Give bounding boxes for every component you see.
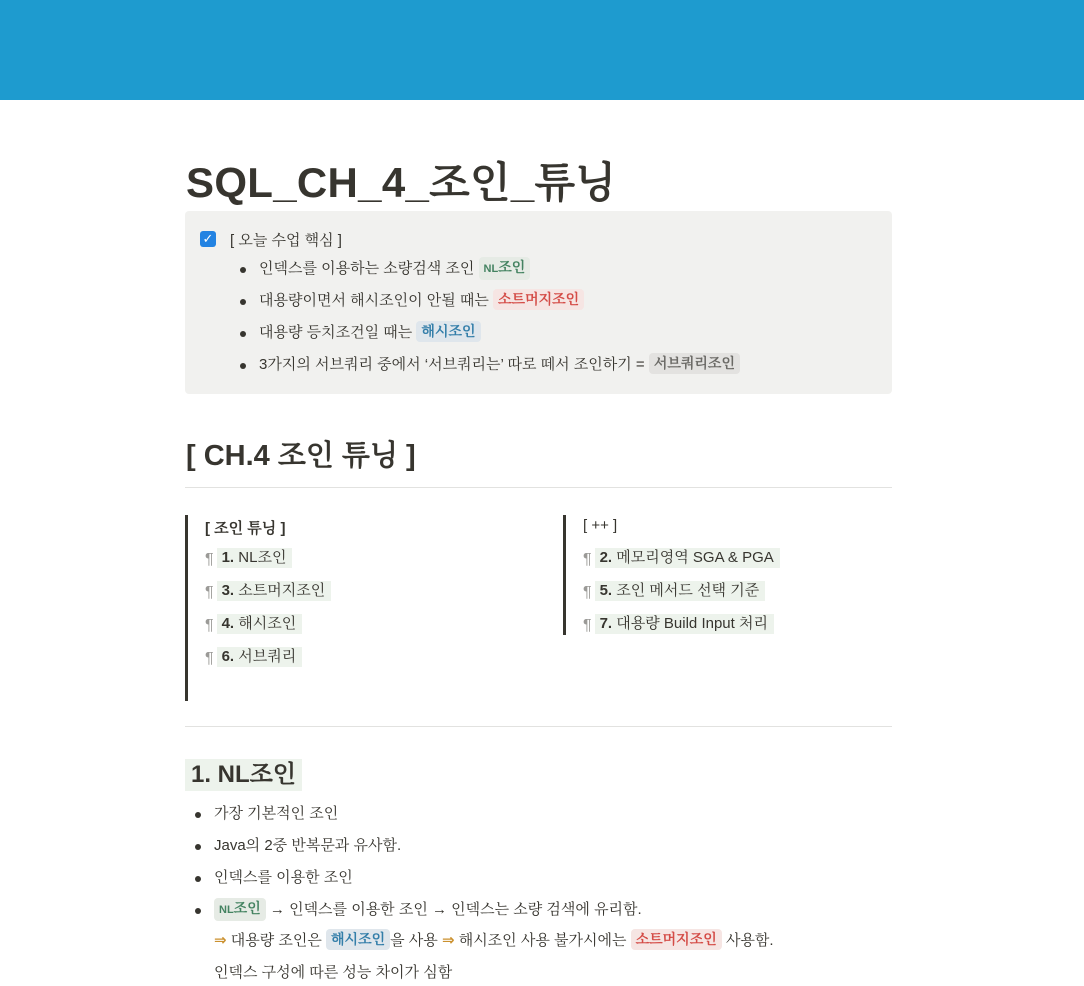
summary-callout xyxy=(185,211,892,394)
double-arrow-icon: ⇒ xyxy=(214,932,227,949)
section-heading: [ CH.4 조인 튜닝 ] xyxy=(186,440,416,472)
list-item: 대용량이면서 해시조인이 안될 때는 소트머지조인 xyxy=(237,286,740,318)
divider xyxy=(185,726,892,727)
list-item: 인덱스를 이용하는 소량검색 조인 NL조인 xyxy=(237,254,740,286)
list-item: 대용량 등치조건일 때는 해시조인 xyxy=(237,318,740,350)
callout-list xyxy=(237,254,740,382)
column-header: [ ++ ] xyxy=(583,517,618,534)
divider xyxy=(185,487,892,488)
nl-join-cut-line: 인덱스 구성에 따른 성능 차이가 심함 xyxy=(214,964,453,981)
toc-link-sort-merge-join[interactable]: ¶ 3. 소트머지조인 xyxy=(205,579,331,607)
toc-column-right xyxy=(563,515,886,635)
nl-join-tag: NL조인 xyxy=(479,257,531,280)
nl-join-note: ⇒ 대용량 조인은 해시조인 을 사용 ⇒ 해시조인 사용 불가시에는 소트머지조인 사용함. xyxy=(214,931,774,949)
hash-join-tag: 해시조인 xyxy=(416,321,480,342)
toc-link-build-input[interactable]: ¶ 7. 대용량 Build Input 처리 xyxy=(583,612,774,640)
sort-merge-join-tag: 소트머지조인 xyxy=(493,289,584,310)
toc-link-memory-area[interactable]: ¶ 2. 메모리영역 SGA & PGA xyxy=(583,546,780,574)
column-header: [ 조인 튜닝 ] xyxy=(205,520,286,537)
list-item: 가장 기본적인 조인 xyxy=(191,800,642,832)
list-item: 3가지의 서브쿼리 중에서 ‘서브쿼리는’ 따로 떼서 조인하기 = 서브쿼리조인 xyxy=(237,350,740,382)
toc-link-subquery[interactable]: ¶ 6. 서브쿼리 xyxy=(205,645,302,673)
toc-link-join-method[interactable]: ¶ 5. 조인 메서드 선택 기준 xyxy=(583,579,765,607)
double-arrow-icon: ⇒ xyxy=(441,932,455,949)
sort-merge-join-tag: 소트머지조인 xyxy=(631,929,722,950)
list-item: 인덱스를 이용한 조인 xyxy=(191,864,642,896)
list-item: NL조인 → 인덱스를 이용한 조인 → 인덱스는 소량 검색에 유리함. xyxy=(191,896,642,928)
toc-column-left xyxy=(185,515,548,701)
subquery-join-tag: 서브쿼리조인 xyxy=(649,353,740,374)
toc-link-nl-join[interactable]: ¶ 1. NL조인 xyxy=(205,546,292,574)
nl-join-tag: NL조인 xyxy=(214,898,266,921)
nl-join-heading: 1. NL조인 xyxy=(185,759,302,791)
checkbox-label: [ 오늘 수업 핵심 ] xyxy=(230,232,342,249)
hash-join-tag: 해시조인 xyxy=(326,929,390,950)
page-title: SQL_CH_4_조인_튜닝 xyxy=(186,159,617,206)
toc-link-hash-join[interactable]: ¶ 4. 해시조인 xyxy=(205,612,302,640)
nl-join-bullets xyxy=(191,800,642,928)
list-item: Java의 2중 반복문과 유사함. xyxy=(191,832,642,864)
checkbox-icon[interactable]: ✓ xyxy=(200,231,216,247)
page-cover xyxy=(0,0,1084,100)
